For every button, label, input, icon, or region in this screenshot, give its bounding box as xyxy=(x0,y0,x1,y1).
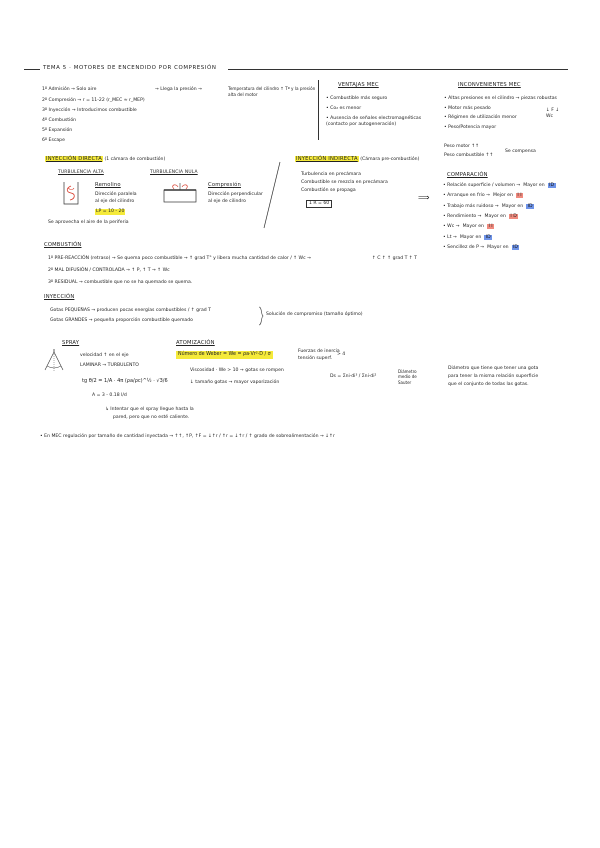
fase-escape: 6º Escape xyxy=(42,138,65,143)
comparacion-item-tag: ID xyxy=(549,183,555,188)
comparacion-item xyxy=(443,183,556,189)
combustion-line-1: 1º PRE-REACCIÓN (retraso) → Se quema poco combustible → ↑ grad T° y libera mucha cantidad de calor / ↑ Wc → xyxy=(48,256,311,261)
remolino-range: LP = 10 - 20 xyxy=(96,209,125,214)
compresion-desc-2: al eje de cilindro xyxy=(208,199,246,204)
fase-expansion: 5º Expansión xyxy=(42,128,73,133)
comparacion-item xyxy=(443,214,518,220)
compresion-label: Compresión xyxy=(208,182,241,188)
comparacion-item-result: Mayor en xyxy=(459,234,482,240)
fase-admision-bracket: Temperatura del cilindro ↑ Tª y la presión alta del motor xyxy=(228,86,316,97)
inyeccion-brace-text: Solución de compromiso (tamaño óptimo) xyxy=(266,312,363,317)
comparacion-item-tag: I I xyxy=(517,193,522,199)
remolino-label: Remolino xyxy=(95,182,121,188)
comparacion-item xyxy=(443,204,534,210)
vertical-divider xyxy=(318,80,319,140)
comparacion-item-label: • Lt → xyxy=(443,234,457,240)
comparacion-item-label: • Trabajo más ruidoso → xyxy=(443,203,499,209)
comparacion-item-tag: I D xyxy=(510,213,517,219)
turbulencia-nula-label: TURBULENCIA NULA xyxy=(150,170,198,175)
inyeccion-line-2: Gotas GRANDES → pequeña proporción combustible quemado xyxy=(50,318,193,323)
turbulencia-alta-label: TURBULENCIA ALTA xyxy=(58,170,104,175)
comparacion-heading: COMPARACIÓN xyxy=(447,172,488,178)
inconvenientes-item: • Altas presiones en el cilindro → piezas robustas xyxy=(444,96,557,101)
ventajas-item: • Co₂ es menor xyxy=(326,106,362,111)
comparacion-item xyxy=(443,245,519,251)
comparacion-item-tag: ID xyxy=(513,244,518,250)
sauter-desc-3: que el conjunto de todas las gotas. xyxy=(448,382,529,387)
ventajas-item: • Ausencia de señales electromagnéticas (contacto por autogeneración) xyxy=(326,116,422,128)
weber-tension: tensión superf. xyxy=(298,356,333,361)
weber-fuerzas: Fuerzas de inercia xyxy=(298,349,340,354)
inconvenientes-brace: Se compensa xyxy=(505,149,536,154)
inyeccion-indirecta-box: 1 R = 60 xyxy=(306,200,332,208)
sauter-desc-1: Diámetro que tiene que tener una gota xyxy=(448,366,539,371)
fase-combustion: 4º Combustión xyxy=(42,118,77,123)
remolino-desc-2: al eje del cilindro xyxy=(95,199,135,204)
comparacion-item-label: • Arranque en frío → xyxy=(443,193,490,199)
ventajas-heading: VENTAJAS MEC xyxy=(338,82,379,88)
comparacion-item-label: • Relación superficie / volumen → xyxy=(443,183,521,188)
inyeccion-indirecta-line: Turbulencia en precámara xyxy=(301,172,361,177)
combustion-line-1-end: ↑ C ↑ ↑ grad T ↑ T xyxy=(372,256,417,261)
inyeccion-brace xyxy=(258,306,264,326)
fase-compresion: 2º Compresión → r = 11-22 (r_MEC ≈ r_MEP) xyxy=(42,98,145,103)
sauter-label: Diámetro medio de Sauter xyxy=(398,369,417,385)
comparacion-arrow: ⟹ xyxy=(418,193,430,202)
combustion-heading: COMBUSTIÓN xyxy=(44,242,82,248)
piston-swirl-icon xyxy=(62,180,80,206)
ventajas-item: • Combustible más seguro xyxy=(326,96,388,101)
spray-heading: SPRAY xyxy=(62,340,80,346)
comparacion-item-result: Mayor en xyxy=(523,183,545,188)
slanted-divider xyxy=(262,160,282,230)
spray-cone-icon xyxy=(42,348,66,374)
spray-a-equation: A = 3 - 0.18 l/d xyxy=(92,393,127,398)
combustion-line-2: 2º MAL DIFUSIÓN / CONTROLADA → ↑ P, ↑ T → ↑ Wc xyxy=(48,268,170,273)
comparacion-item-result: Mayor en xyxy=(487,244,509,250)
inyeccion-indirecta-title: INYECCIÓN INDIRECTA xyxy=(296,156,358,162)
comparacion-item-tag: I I xyxy=(488,224,493,230)
inconvenientes-side: ↓ F ↓ Wc xyxy=(546,108,560,120)
fase-admision-note: → Llega la presión → xyxy=(155,87,202,92)
title-rule-left xyxy=(24,69,40,70)
inyeccion-heading: INYECCIÓN xyxy=(44,294,75,300)
comparacion-item-label: • Wc → xyxy=(443,224,460,230)
fase-inyeccion: 3º Inyección → Introducimos combustible xyxy=(42,108,137,113)
inconvenientes-item: • Régimen de utilización menor xyxy=(444,115,517,120)
comparacion-item-result: Mayor en xyxy=(484,213,506,219)
spray-line-2: LAMINAR → TURBULENTO xyxy=(80,363,139,368)
sauter-desc-2: para tener la misma relación superficie xyxy=(448,374,539,379)
inyeccion-indirecta-heading xyxy=(295,156,419,163)
inconvenientes-item: • Peso/Potencia mayor xyxy=(444,125,497,130)
atomizacion-heading: ATOMIZACIÓN xyxy=(176,340,215,346)
sauter-equation: Ds = Σni·di³ / Σni·di² xyxy=(330,374,377,379)
comparacion-item xyxy=(443,224,494,230)
inyeccion-line-1: Gotas PEQUEÑAS → producen pocas energías combustibles / ↑ grad T xyxy=(50,308,211,313)
spray-line-1: velocidad ↑ en el eje xyxy=(80,353,129,358)
combustion-line-3: 3º RESIDUAL → combustible que no se ha quemado se quema. xyxy=(48,280,193,285)
fase-admision: 1º Admisión → Solo aire xyxy=(42,87,97,92)
inyeccion-directa-foot: Se aprovecha el aire de la periferia xyxy=(48,220,129,225)
comparacion-item-result: Mayor en xyxy=(462,224,484,230)
spray-formula: tg θ/2 = 1/A · 4π (ρa/ρc)^½ · √3/6 xyxy=(82,378,168,384)
compresion-desc-1: Dirección perpendicular xyxy=(208,192,263,197)
inconvenientes-item: • Motor más pesado xyxy=(444,106,491,111)
inyeccion-directa-heading xyxy=(45,156,165,163)
comparacion-item-label: • Rendimiento → xyxy=(443,213,482,219)
atomizacion-line-1: Viscosidad · We > 10 → gotas se rompen xyxy=(190,368,284,373)
inyeccion-directa-title: INYECCIÓN DIRECTA xyxy=(46,156,102,162)
comparacion-item-result: Mejor en xyxy=(492,193,513,199)
comparacion-item-tag: ID xyxy=(527,203,533,209)
atomizacion-line-2: ↓ tamaño gotas → mayor vaporización xyxy=(190,380,280,385)
inyeccion-indirecta-sub: (Cámara pre-combustión) xyxy=(360,157,420,162)
weber-gt: > 4 xyxy=(337,352,346,357)
spray-note-1: ↳ Intentar que el spray llegue hasta la xyxy=(105,407,194,412)
comparacion-item-label: • Sencillez de P → xyxy=(443,244,485,250)
comparacion-item xyxy=(443,193,523,199)
inconvenientes-bottom-1: Peso motor ↑↑ xyxy=(444,144,480,149)
inyeccion-indirecta-line: Combustible se mezcla en precámara xyxy=(301,180,388,185)
title-rule-right xyxy=(228,69,568,70)
inconvenientes-heading: INCONVENIENTES MEC xyxy=(458,82,521,88)
comparacion-item-result: Mayor en xyxy=(501,203,524,209)
spray-note-2: pared, pero que no esté caliente. xyxy=(113,415,190,420)
weber-number: Número de Weber = We = ρa·Vr²·D / σ xyxy=(176,351,273,359)
inyeccion-directa-sub: (1 cámara de combustión) xyxy=(104,157,166,162)
footer-note: • En MEC regulación por tamaño de cantidad inyectada → ↑↑, ↑P, ↑F = ↓↑r / ↑r = ↓↑r / ↑ grado de sobrealimentación → ↓↑r xyxy=(40,434,335,439)
piston-compression-icon xyxy=(160,182,200,204)
comparacion-item-tag: ID xyxy=(485,234,491,240)
remolino-desc-1: Dirección paralela xyxy=(95,192,137,197)
inyeccion-indirecta-line: Combustión se propaga xyxy=(301,188,356,193)
page-title: TEMA 5 · MOTORES DE ENCENDIDO POR COMPRESIÓN xyxy=(43,65,217,71)
inconvenientes-bottom-2: Peso combustible ↑↑ xyxy=(444,153,494,158)
comparacion-item xyxy=(443,235,492,241)
